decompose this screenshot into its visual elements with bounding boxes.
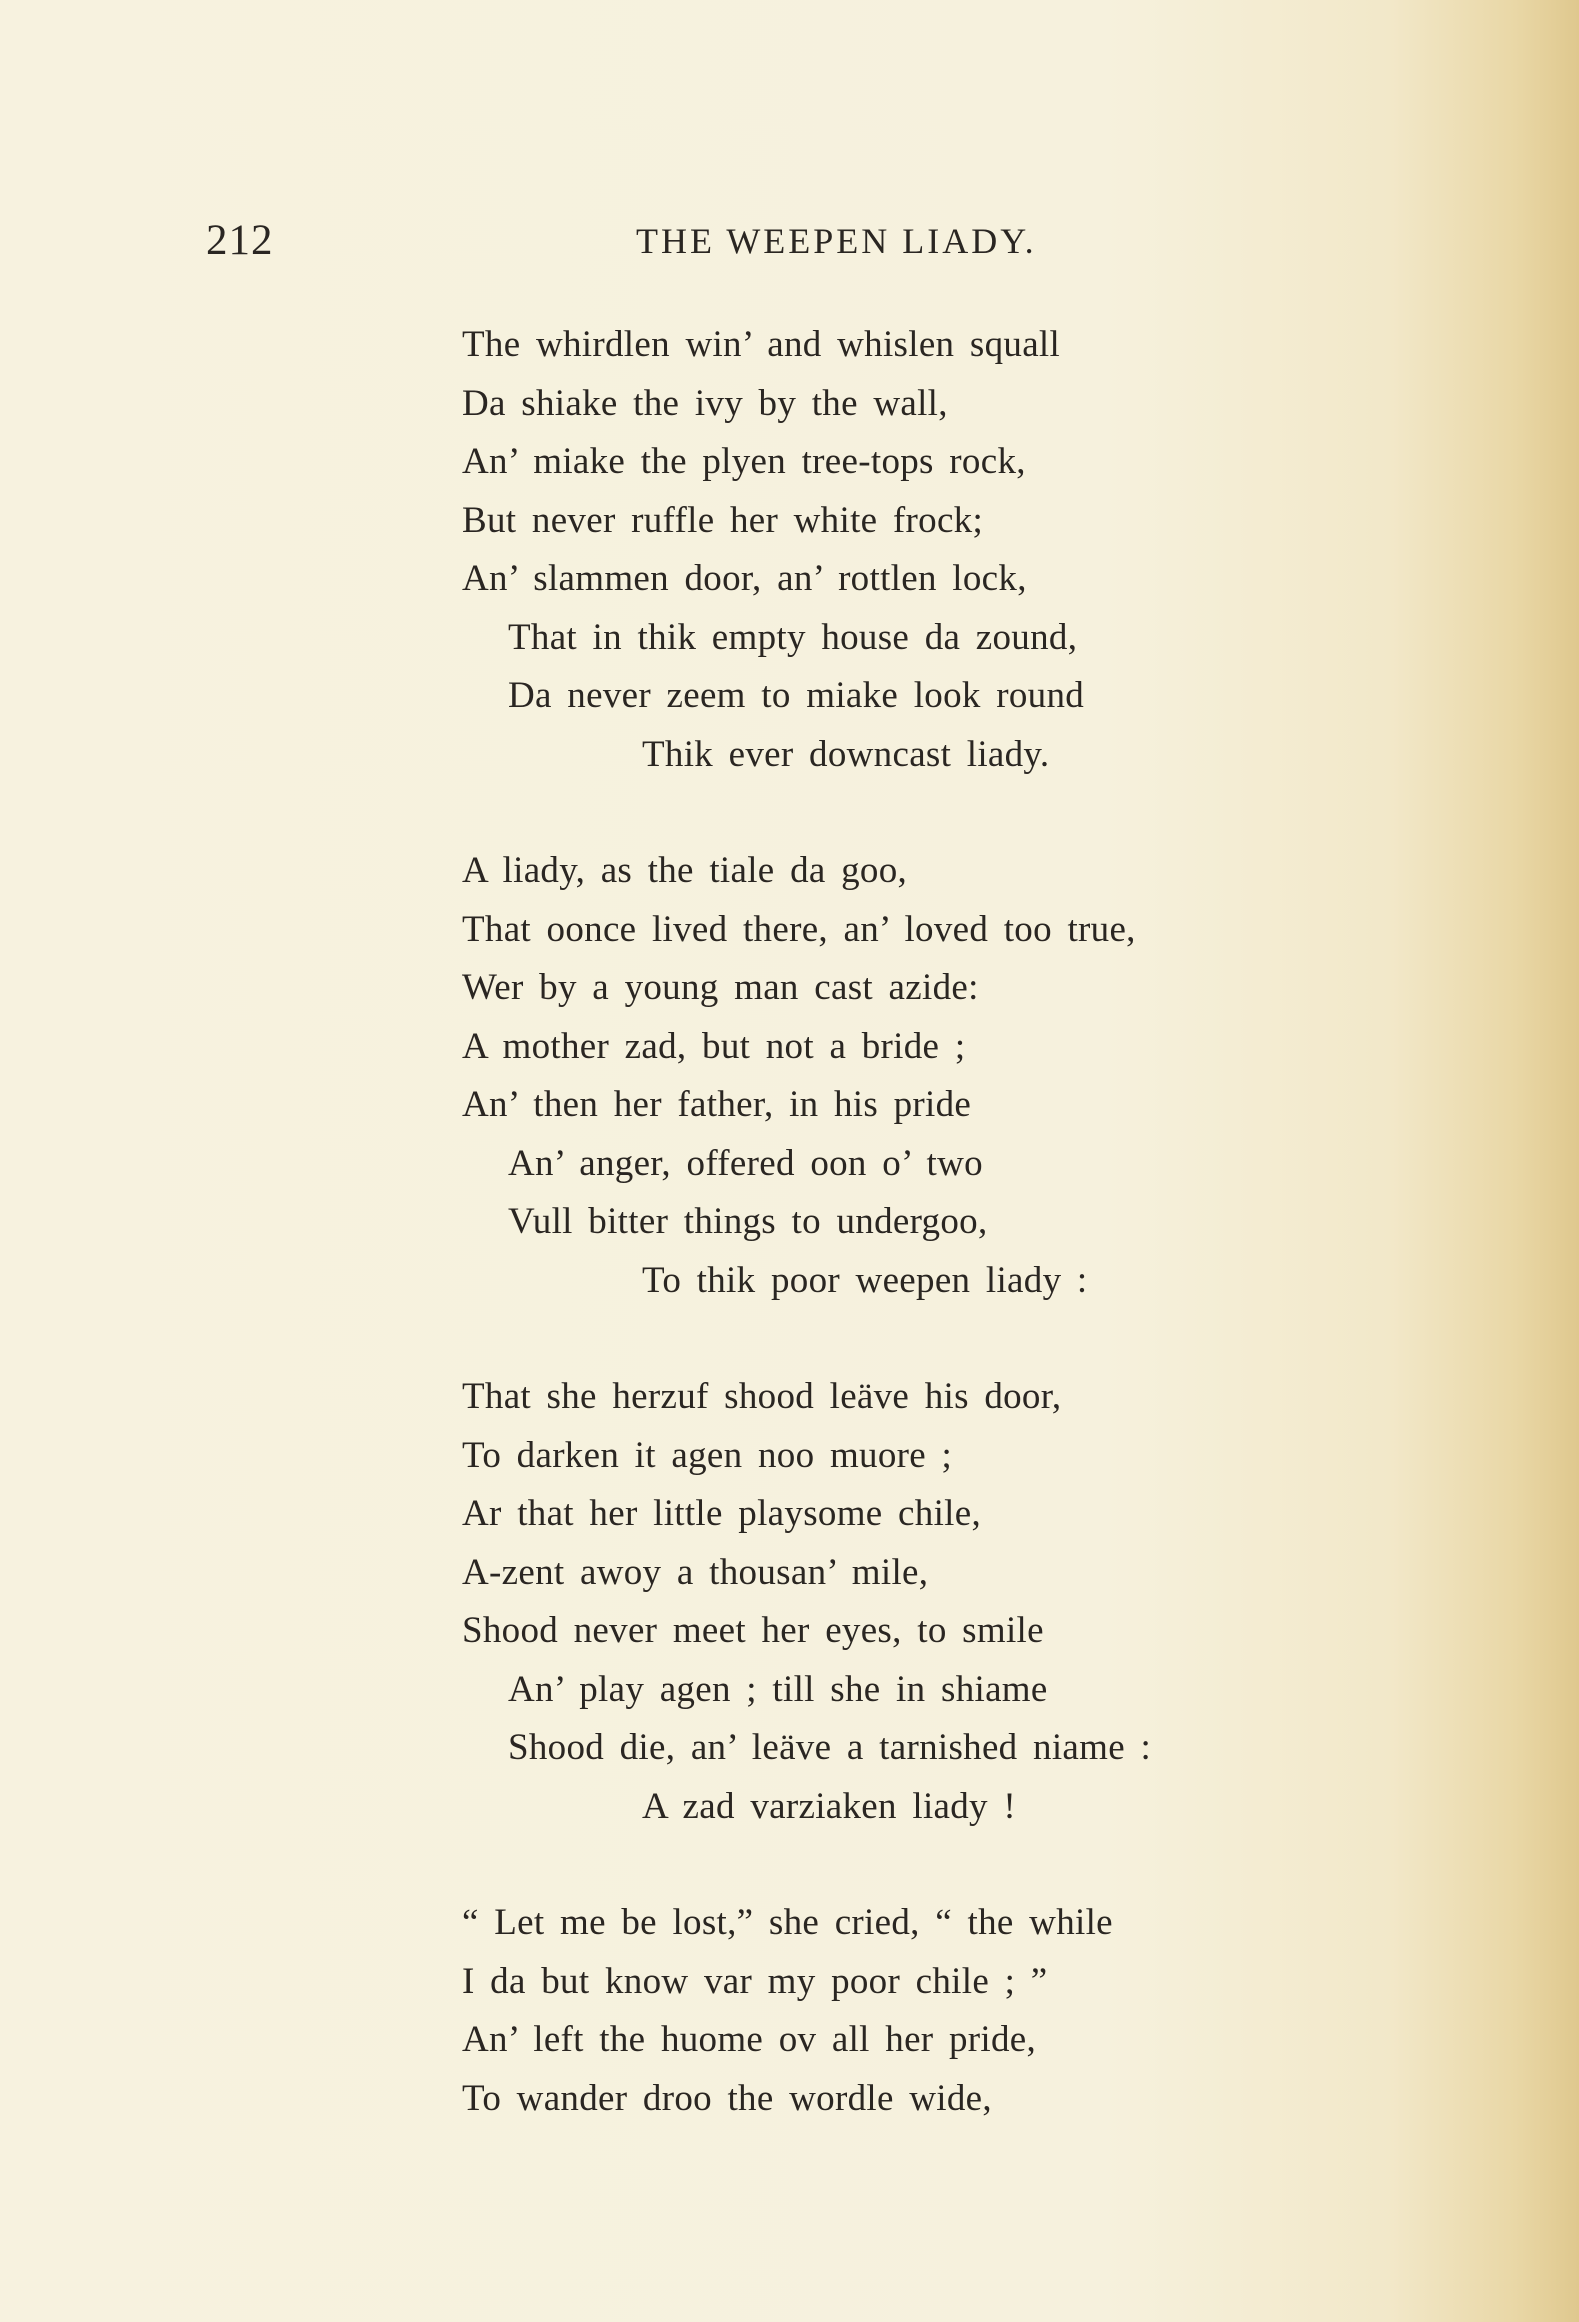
poem-line: Vull bitter things to undergoo, xyxy=(508,1201,988,1242)
poem-line: An’ anger, offered oon o’ two xyxy=(508,1142,983,1184)
poem-line: An’ then her father, in his pride xyxy=(462,1084,972,1125)
poem-line: Shood die, an’ leäve a tarnished niame : xyxy=(508,1727,1152,1768)
poem-line: “ Let me be lost,” she cried, “ the while xyxy=(462,1902,1113,1943)
stanza xyxy=(462,1368,1362,1836)
running-title: THE WEEPEN LIADY. xyxy=(636,221,1037,261)
poem-line: Shood never meet her eyes, to smile xyxy=(462,1610,1044,1651)
poem-line: But never ruffle her white frock; xyxy=(462,499,984,541)
poem-line: An’ play agen ; till she in shiame xyxy=(508,1668,1048,1710)
poem-line: Thik ever downcast liady. xyxy=(642,733,1050,775)
poem-line: A liady, as the tiale da goo, xyxy=(462,850,908,891)
poem-line: A-zent awoy a thousan’ mile, xyxy=(462,1551,929,1593)
poem-line: Ar that her little playsome chile, xyxy=(462,1493,981,1534)
poem-line: That oonce lived there, an’ loved too true, xyxy=(462,908,1136,950)
poem-line: An’ slammen door, an’ rottlen lock, xyxy=(462,558,1027,599)
poem-line: A mother zad, but not a bride ; xyxy=(462,1025,966,1067)
poem-body xyxy=(462,316,1362,2186)
stanza xyxy=(462,842,1362,1310)
poem-line: A zad varziaken liady ! xyxy=(642,1785,1017,1827)
poem-line: Da shiake the ivy by the wall, xyxy=(462,382,948,424)
poem-line: To wander droo the wordle wide, xyxy=(462,2077,992,2119)
poem-line: To thik poor weepen liady : xyxy=(642,1259,1088,1301)
poem-line: An’ miake the plyen tree-tops rock, xyxy=(462,441,1026,482)
poem-line: That she herzuf shood leäve his door, xyxy=(462,1376,1062,1417)
poem-line: Da never zeem to miake look round xyxy=(508,675,1085,716)
poem-line: The whirdlen win’ and whislen squall xyxy=(462,324,1061,365)
poem-line: I da but know var my poor chile ; ” xyxy=(462,1960,1048,2002)
poem-line: Wer by a young man cast azide: xyxy=(462,967,979,1008)
page-number: 212 xyxy=(206,217,274,264)
poem-line: That in thik empty house da zound, xyxy=(508,616,1078,658)
stanza xyxy=(462,1894,1362,2128)
poem-line: An’ left the huome ov all her pride, xyxy=(462,2019,1037,2060)
stanza xyxy=(462,316,1362,784)
page-header xyxy=(206,216,1286,276)
poem-line: To darken it agen noo muore ; xyxy=(462,1434,953,1476)
